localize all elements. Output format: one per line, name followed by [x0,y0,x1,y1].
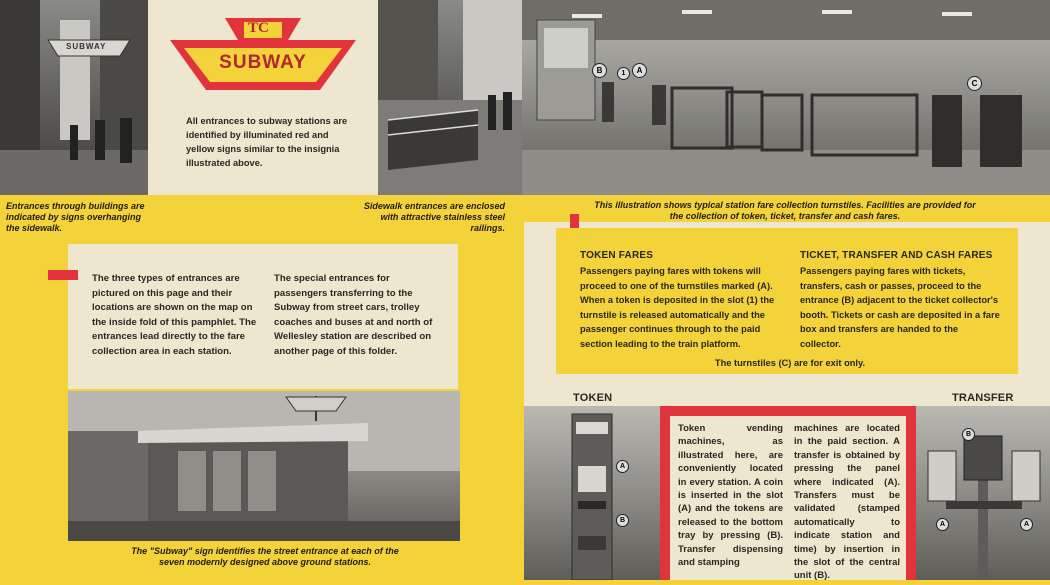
transfer-machine-illustration [916,406,1050,580]
photo-turnstiles [522,0,1050,195]
token-fares-title: TOKEN FARES [580,250,654,261]
turnstile-label-1: 1 [617,67,630,80]
ticket-fares-title: TICKET, TRANSFER AND CASH FARES [800,250,993,261]
token-machine-label-b: B [616,514,629,527]
building-sign-label: SUBWAY [66,42,107,51]
transfer-machine-label-a1: A [936,518,949,531]
token-machine-label-a: A [616,460,629,473]
entrances-text-col2: The special entrances for passengers transferring to the Subway from street cars, trolley coaches and buses at and north of Wellesley station are described on another page of this folder. [274,273,433,357]
red-accent-bar [48,270,78,280]
turnstile-label-a: A [632,63,647,78]
station-illustration [68,391,460,541]
transfer-machine-label-a2: A [1020,518,1033,531]
building-entrance-illustration [0,0,148,195]
caption-station: The "Subway" sign identifies the street entrance at each of the seven modernly designed above ground stations. [131,546,399,567]
logo-panel [148,0,378,195]
vending-text-col1: Token vending machines, as illustrated here, are conveniently located in every station. A coin is inserted in the slot (A) and the tokens are released to the bottom tray by pressing (B). Transfer dispensing and stamping [678,423,783,569]
caption-sidewalk: Sidewalk entrances are enclosed with attractive stainless steel railings. [363,201,505,233]
token-fares-text: Passengers paying fares with tokens will proceed to one of the turnstiles marked (A). When a token is deposited in the slot (1) the turnstile is released automatically and the passenger continues through to the paid section leading to the train platform. [580,266,775,349]
photo-sidewalk-entrance [378,0,522,195]
transfer-machine-label-b: B [962,428,975,441]
caption-turnstiles: This illustration shows typical station fare collection turnstiles. Facilities are provided for the collection of token, ticket, transfer and cash fares. [594,200,976,221]
intro-text: All entrances to subway stations are identified by illuminated red and yellow signs similar to the insignia illustrated above. [186,116,348,168]
ticket-fares-text: Passengers paying fares with tickets, transfers, cash or passes, proceed to the entrance (B) adjacent to the ticket collector's booth. Tickets or cash are deposited in a fare box and transfers are handed to the collector. [800,266,1000,349]
turnstiles-illustration [522,0,1050,195]
transfer-label: TRANSFER [952,392,1014,404]
token-machine-illustration [524,406,660,580]
vending-text-col2: machines are located in the paid section. A transfer is obtained by pressing the panel where indicated (A). Transfers must be validated (stamped automatically to indicate station and time) by insertion in the slot of the central unit (B). [794,423,900,582]
token-label: TOKEN [573,392,613,404]
logo-word: SUBWAY [219,52,307,73]
logo-initials: TC [248,20,269,36]
photo-transfer-machine [916,406,1050,580]
entrances-text-col1: The three types of entrances are pictured on this page and their locations are shown on the map on the inside fold of this pamphlet. The entrances lead directly to the fare collection area in each station. [92,273,257,357]
sidewalk-illustration [378,0,522,195]
photo-station-building [68,391,460,541]
turnstile-label-c: C [967,76,982,91]
caption-buildings: Entrances through buildings are indicated by signs overhanging the sidewalk. [6,201,145,233]
turnstile-label-b: B [592,63,607,78]
exit-note: The turnstiles (C) are for exit only. [714,358,866,368]
photo-building-entrance [0,0,148,195]
photo-token-machine [524,406,660,580]
